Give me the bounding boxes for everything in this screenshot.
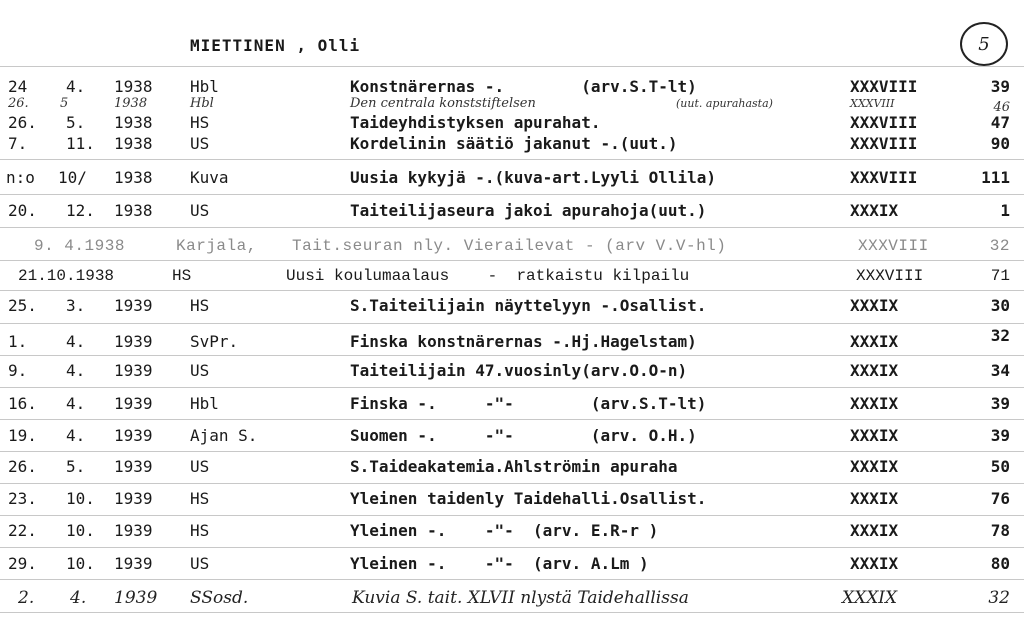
rule-line bbox=[0, 579, 1024, 580]
entry-year: 1938 bbox=[114, 201, 153, 220]
entry-day: 26. bbox=[8, 96, 29, 111]
entry-row bbox=[0, 200, 1024, 222]
entry-volume: XXXIX bbox=[850, 296, 899, 315]
rule-line bbox=[0, 290, 1024, 291]
entry-year: 1938 bbox=[114, 168, 153, 187]
entry-title: S.Taideakatemia.Ahlströmin apuraha bbox=[350, 457, 678, 476]
entry-month: 4. bbox=[66, 361, 86, 380]
entry-paper: SSosd. bbox=[190, 588, 249, 608]
entry-month: 12. bbox=[66, 201, 95, 220]
entry-month: 4. bbox=[66, 77, 86, 96]
rule-line bbox=[0, 227, 1024, 228]
entry-paper: HS bbox=[172, 267, 192, 285]
entry-page: 46 bbox=[993, 100, 1010, 115]
entry-page: 90 bbox=[990, 134, 1010, 153]
entry-paper: HS bbox=[190, 296, 210, 315]
entry-row bbox=[0, 393, 1024, 415]
entry-date: 9. 4.1938 bbox=[34, 237, 125, 255]
entry-row bbox=[0, 326, 1024, 353]
entry-paper: Karjala, bbox=[176, 237, 257, 255]
entry-volume: XXXIX bbox=[850, 554, 899, 573]
rule-line bbox=[0, 483, 1024, 484]
entry-volume: XXXVIII bbox=[856, 267, 924, 285]
entry-volume: XXXIX bbox=[850, 361, 899, 380]
entry-month: 4. bbox=[70, 588, 87, 608]
entry-page: 32 bbox=[990, 326, 1010, 345]
entry-page: 50 bbox=[990, 457, 1010, 476]
entry-day: 19. bbox=[8, 426, 37, 445]
entry-paper: US bbox=[190, 361, 210, 380]
entry-row bbox=[0, 133, 1024, 155]
entry-month: 3. bbox=[66, 296, 86, 315]
entry-day: 25. bbox=[8, 296, 37, 315]
entry-row-handwritten bbox=[0, 587, 1024, 609]
entry-title: Yleinen taidenly Taidehalli.Osallist. bbox=[350, 489, 707, 508]
entry-volume: XXXIX bbox=[850, 521, 899, 540]
entry-paper: HS bbox=[190, 113, 210, 132]
entry-year: 1938 bbox=[114, 134, 153, 153]
entry-year: 1938 bbox=[114, 77, 153, 96]
entry-page: 71 bbox=[990, 267, 1010, 285]
entry-row bbox=[0, 295, 1024, 317]
rule-line bbox=[0, 547, 1024, 548]
entry-year: 1939 bbox=[114, 426, 153, 445]
entry-title: Suomen -. -"- (arv. O.H.) bbox=[350, 426, 697, 445]
entry-month: 11. bbox=[66, 134, 95, 153]
entry-title: Finska -. -"- (arv.S.T-lt) bbox=[350, 394, 707, 413]
entry-title: Tait.seuran nly. Vierailevat - (arv V.V-hl) bbox=[292, 237, 727, 255]
entry-day: 29. bbox=[8, 554, 37, 573]
entry-volume: XXXIX bbox=[850, 394, 899, 413]
rule-line bbox=[0, 612, 1024, 613]
entry-day: 22. bbox=[8, 521, 37, 540]
entry-title: Taiteilijain 47.vuosinly(arv.O.O-n) bbox=[350, 361, 688, 380]
entry-month: 10. bbox=[66, 521, 95, 540]
entry-month: 5. bbox=[66, 113, 86, 132]
rule-line bbox=[0, 355, 1024, 356]
rule-line bbox=[0, 260, 1024, 261]
entry-month: 10. bbox=[66, 489, 95, 508]
entry-row bbox=[0, 360, 1024, 382]
entry-row bbox=[0, 167, 1024, 189]
rule-line bbox=[0, 451, 1024, 452]
entry-month: 4. bbox=[66, 426, 86, 445]
entry-row bbox=[0, 456, 1024, 478]
entry-month: 4. bbox=[66, 394, 86, 413]
entry-day: 26. bbox=[8, 113, 37, 132]
entry-title: Kuvia S. tait. XLVII nlystä Taidehallissa bbox=[352, 588, 689, 608]
entry-page: 47 bbox=[990, 113, 1010, 132]
entry-title: Yleinen -. -"- (arv. A.Lm ) bbox=[350, 554, 649, 573]
entry-year: 1939 bbox=[114, 521, 153, 540]
entry-year: 1939 bbox=[114, 489, 153, 508]
entry-page: 39 bbox=[990, 394, 1010, 413]
entry-year: 1939 bbox=[114, 332, 153, 351]
entry-volume: XXXIX bbox=[850, 332, 899, 351]
entry-year: 1939 bbox=[114, 361, 153, 380]
entry-volume: XXXVIII bbox=[858, 237, 929, 255]
entry-title: Konstnärernas -. (arv.S.T-lt) bbox=[350, 77, 697, 96]
entry-year: 1939 bbox=[114, 554, 153, 573]
entry-year: 1939 bbox=[114, 394, 153, 413]
entry-day: 2. bbox=[18, 588, 35, 608]
entry-volume: XXXVIII bbox=[850, 97, 895, 110]
entry-day: n:o bbox=[6, 168, 35, 187]
entry-volume: XXXIX bbox=[850, 457, 899, 476]
entry-page: 39 bbox=[990, 77, 1010, 96]
entry-day: 7. bbox=[8, 134, 28, 153]
entry-row bbox=[0, 425, 1024, 447]
entry-page: 39 bbox=[990, 426, 1010, 445]
entry-paper: Ajan S. bbox=[190, 426, 258, 445]
entry-page: 78 bbox=[990, 521, 1010, 540]
entry-title: Den centrala konststiftelsen bbox=[350, 96, 536, 111]
entry-day: 20. bbox=[8, 201, 37, 220]
entry-paper: US bbox=[190, 134, 210, 153]
entry-volume: XXXIX bbox=[850, 426, 899, 445]
rule-line bbox=[0, 515, 1024, 516]
entry-row bbox=[0, 112, 1024, 134]
rule-line bbox=[0, 419, 1024, 420]
entry-paper: Hbl bbox=[190, 394, 219, 413]
entry-year: 1939 bbox=[114, 296, 153, 315]
rule-line bbox=[0, 159, 1024, 160]
entry-page: 32 bbox=[988, 588, 1010, 608]
entry-day: 1. bbox=[8, 332, 28, 351]
entry-row bbox=[0, 265, 1024, 287]
entry-volume: XXXVIII bbox=[850, 134, 918, 153]
entry-day: 23. bbox=[8, 489, 37, 508]
entry-volume: XXXVIII bbox=[850, 168, 918, 187]
entry-row bbox=[0, 553, 1024, 575]
entry-paper: HS bbox=[190, 489, 210, 508]
rule-line bbox=[0, 194, 1024, 195]
entry-note: (uut. apurahasta) bbox=[676, 97, 773, 110]
rule-line bbox=[0, 66, 1024, 67]
entry-month: 10. bbox=[66, 554, 95, 573]
entry-title: S.Taiteilijain näyttelyyn -.Osallist. bbox=[350, 296, 707, 315]
entry-day: 24 bbox=[8, 77, 28, 96]
entry-paper: HS bbox=[190, 521, 210, 540]
entry-month: 5. bbox=[66, 457, 86, 476]
entry-page: 1 bbox=[1000, 201, 1010, 220]
entry-page: 30 bbox=[990, 296, 1010, 315]
entry-year: 1939 bbox=[114, 588, 158, 608]
card-name: MIETTINEN , Olli bbox=[190, 36, 361, 55]
rule-line bbox=[0, 323, 1024, 324]
entry-month: 5 bbox=[60, 96, 69, 111]
entry-title: Taideyhdistyksen apurahat. bbox=[350, 113, 601, 132]
entry-day: 16. bbox=[8, 394, 37, 413]
card-number: 5 bbox=[960, 22, 1008, 66]
entry-month: 4. bbox=[66, 332, 86, 351]
entry-year: 1939 bbox=[114, 457, 153, 476]
entry-paper: Kuva bbox=[190, 168, 229, 187]
entry-page: 32 bbox=[989, 237, 1010, 255]
entry-title: Taiteilijaseura jakoi apurahoja(uut.) bbox=[350, 201, 707, 220]
entry-page: 76 bbox=[990, 489, 1010, 508]
entry-page: 34 bbox=[990, 361, 1010, 380]
entry-row-handwritten bbox=[0, 95, 1024, 113]
entry-paper: US bbox=[190, 554, 210, 573]
entry-row bbox=[0, 520, 1024, 542]
entry-row-faint bbox=[0, 235, 1024, 257]
entry-paper: SvPr. bbox=[190, 332, 239, 351]
entry-title: Uusi koulumaalaus - ratkaistu kilpailu bbox=[286, 267, 690, 285]
entry-day: 9. bbox=[8, 361, 28, 380]
entry-year: 1938 bbox=[114, 96, 148, 111]
entry-year: 1938 bbox=[114, 113, 153, 132]
entry-paper: Hbl bbox=[190, 96, 214, 111]
entry-volume: XXXIX bbox=[850, 489, 899, 508]
entry-paper: Hbl bbox=[190, 77, 219, 96]
entry-paper: US bbox=[190, 201, 210, 220]
entry-paper: US bbox=[190, 457, 210, 476]
entry-volume: XXXVIII bbox=[850, 113, 918, 132]
entry-volume: XXXIX bbox=[842, 588, 898, 608]
entry-title: Finska konstnärernas -.Hj.Hagelstam) bbox=[350, 332, 697, 351]
entry-row bbox=[0, 488, 1024, 510]
entry-date: 21.10.1938 bbox=[18, 267, 115, 285]
entry-volume: XXXVIII bbox=[850, 77, 918, 96]
rule-line bbox=[0, 387, 1024, 388]
entry-title: Kordelinin säätiö jakanut -.(uut.) bbox=[350, 134, 678, 153]
entry-month: 10/ bbox=[58, 168, 87, 187]
entry-volume: XXXIX bbox=[850, 201, 899, 220]
entry-title: Uusia kykyjä -.(kuva-art.Lyyli Ollila) bbox=[350, 168, 717, 187]
entry-day: 26. bbox=[8, 457, 37, 476]
entry-page: 80 bbox=[990, 554, 1010, 573]
entry-page: 111 bbox=[981, 168, 1010, 187]
entry-title: Yleinen -. -"- (arv. E.R-r ) bbox=[350, 521, 659, 540]
